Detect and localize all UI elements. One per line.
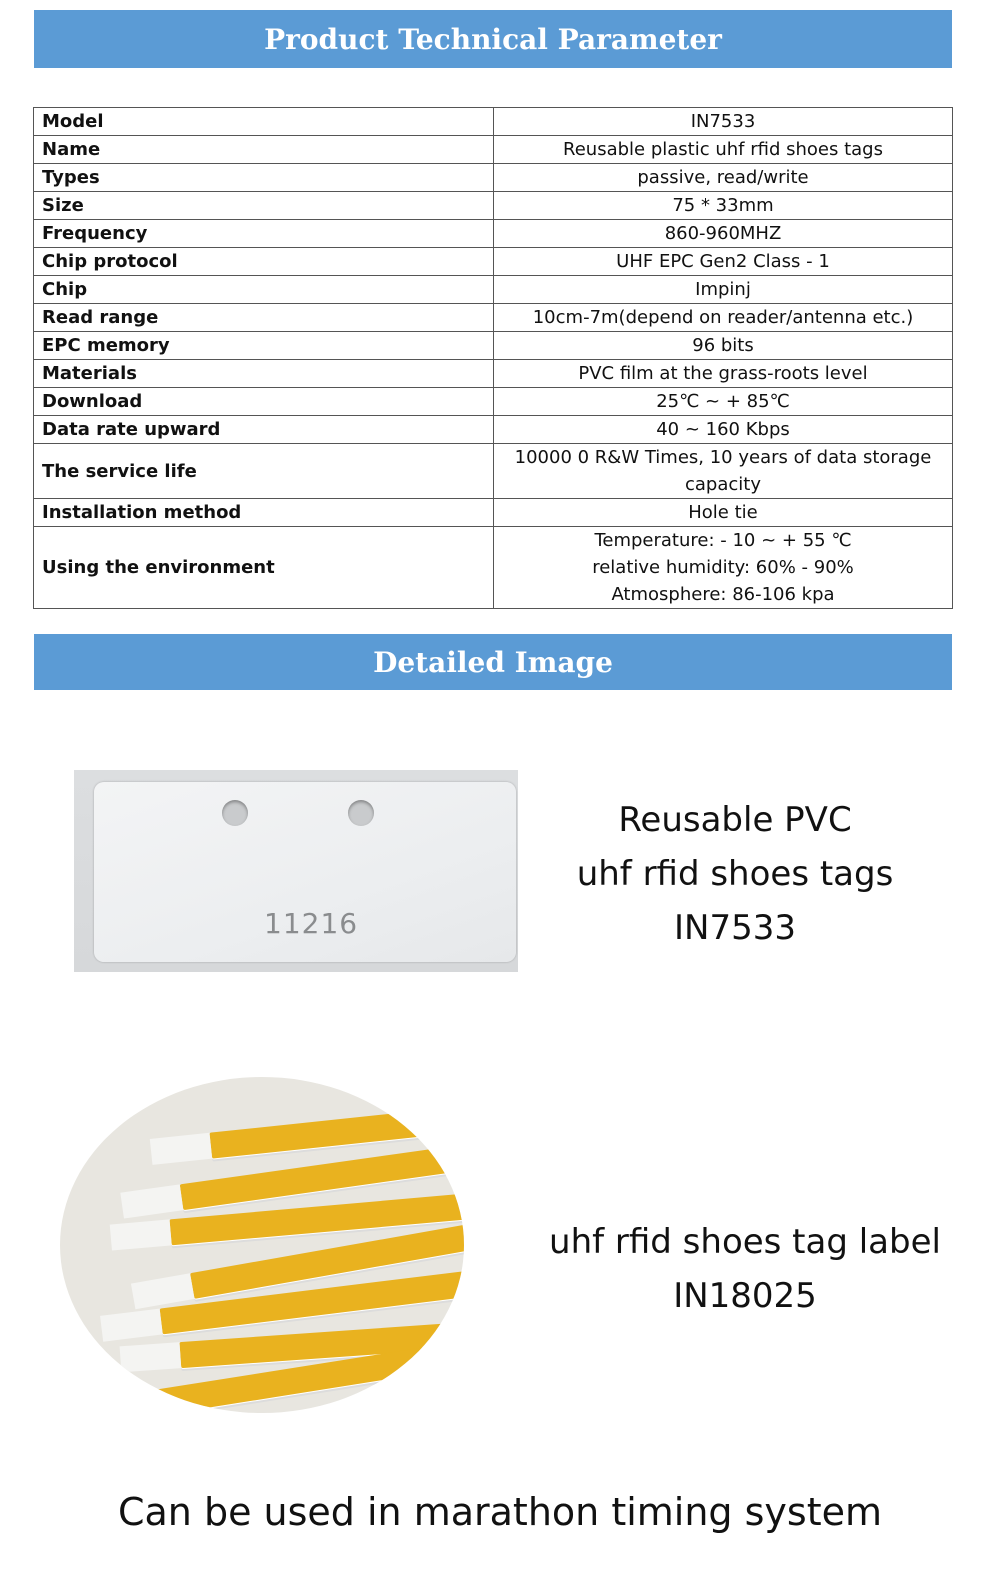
parameter-value-line: 25℃ ~ + 85℃	[656, 391, 790, 412]
tag-hole-right	[348, 800, 374, 826]
parameter-label: Size	[34, 192, 494, 220]
parameter-row	[34, 499, 953, 527]
tag-hole-left	[222, 800, 248, 826]
parameter-row	[34, 304, 953, 332]
parameter-value-line: PVC film at the grass-roots level	[578, 363, 868, 384]
parameter-value-line: Reusable plastic uhf rfid shoes tags	[563, 139, 883, 160]
parameter-label: Chip	[34, 276, 494, 304]
product2-caption-line: uhf rfid shoes tag label	[549, 1222, 941, 1262]
parameter-label: Model	[34, 108, 494, 136]
parameter-row	[34, 388, 953, 416]
parameter-value	[494, 416, 953, 444]
footer-statement: Can be used in marathon timing system	[117, 1490, 883, 1534]
parameter-value-line: capacity	[685, 474, 761, 495]
parameter-value-line: Impinj	[695, 279, 751, 300]
parameter-value	[494, 108, 953, 136]
parameter-label: EPC memory	[34, 332, 494, 360]
parameter-value-line: 96 bits	[692, 335, 754, 356]
parameter-label: Chip protocol	[34, 248, 494, 276]
parameter-value	[494, 444, 953, 499]
parameter-row	[34, 108, 953, 136]
product2-caption	[545, 1215, 945, 1323]
product1-caption	[560, 793, 910, 955]
parameter-label: Installation method	[34, 499, 494, 527]
parameter-row	[34, 416, 953, 444]
product1-caption-line: Reusable PVC	[618, 800, 852, 840]
parameter-value	[494, 164, 953, 192]
parameter-row	[34, 192, 953, 220]
parameter-value	[494, 360, 953, 388]
technical-parameter-title: Product Technical Parameter	[264, 22, 722, 56]
parameter-value	[494, 499, 953, 527]
parameter-label: Read range	[34, 304, 494, 332]
parameter-row	[34, 527, 953, 609]
parameter-value-line: Hole tie	[688, 502, 758, 523]
pvc-tag-card	[94, 782, 516, 962]
parameter-value-line: 10000 0 R&W Times, 10 years of data storage	[514, 447, 932, 468]
parameter-label: Materials	[34, 360, 494, 388]
parameter-label: Name	[34, 136, 494, 164]
parameter-value-line: 860-960MHZ	[664, 223, 782, 244]
pvc-tag-photo	[74, 770, 518, 972]
technical-parameter-banner	[34, 10, 952, 68]
parameter-value-line: relative humidity: 60% - 90%	[592, 557, 854, 578]
tag-serial-number: 11216	[264, 907, 359, 940]
parameter-value-line: 40 ~ 160 Kbps	[656, 419, 790, 440]
parameter-value-line: Atmosphere: 86-106 kpa	[611, 584, 835, 605]
detailed-image-title: Detailed Image	[373, 645, 613, 679]
parameter-row	[34, 276, 953, 304]
parameter-row	[34, 164, 953, 192]
parameter-value	[494, 192, 953, 220]
shoe-tag-labels-photo	[60, 1077, 464, 1413]
product1-caption-line: IN7533	[674, 908, 796, 948]
parameter-row	[34, 332, 953, 360]
parameter-label: The service life	[34, 444, 494, 499]
parameter-value-line: Temperature: - 10 ~ + 55 ℃	[594, 530, 852, 551]
parameter-value-line: 75 * 33mm	[672, 195, 774, 216]
parameter-value	[494, 220, 953, 248]
parameter-value	[494, 304, 953, 332]
parameter-label: Data rate upward	[34, 416, 494, 444]
parameter-value	[494, 136, 953, 164]
parameter-value	[494, 276, 953, 304]
parameter-value	[494, 527, 953, 609]
parameter-table	[33, 107, 953, 609]
parameter-row	[34, 444, 953, 499]
parameter-value	[494, 248, 953, 276]
detailed-image-banner	[34, 634, 952, 690]
parameter-label: Using the environment	[34, 527, 494, 609]
parameter-value	[494, 332, 953, 360]
parameter-row	[34, 220, 953, 248]
parameter-value	[494, 388, 953, 416]
parameter-row	[34, 360, 953, 388]
parameter-value-line: 10cm-7m(depend on reader/antenna etc.)	[532, 307, 914, 328]
product1-caption-line: uhf rfid shoes tags	[576, 854, 894, 894]
parameter-label: Download	[34, 388, 494, 416]
parameter-value-line: UHF EPC Gen2 Class - 1	[616, 251, 830, 272]
parameter-row	[34, 136, 953, 164]
parameter-label: Frequency	[34, 220, 494, 248]
parameter-value-line: IN7533	[690, 111, 756, 132]
parameter-label: Types	[34, 164, 494, 192]
product2-caption-line: IN18025	[673, 1276, 817, 1316]
parameter-value-line: passive, read/write	[637, 167, 809, 188]
parameter-row	[34, 248, 953, 276]
